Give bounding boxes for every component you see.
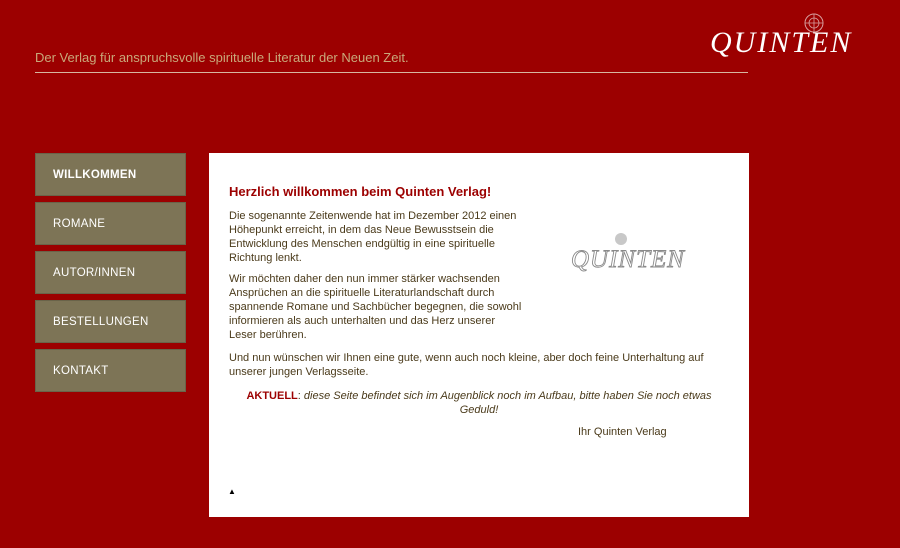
intro-paragraph-2: Wir möchten daher den nun immer stärker wachsenden Ansprüchen an die spirituelle Literaturlandschaft durch spannende Romane und Sachbücher begegnen, die sowohl informieren als auch unterhalten und das Herz unserer Leser berühren.	[229, 273, 522, 341]
scroll-top-icon[interactable]: ▲	[228, 487, 236, 496]
notice-aktuell	[229, 389, 729, 417]
quinten-logo-content	[569, 231, 694, 273]
logo-globe-icon	[615, 233, 627, 245]
intro-paragraph-1: Die sogenannte Zeitenwende hat im Dezember 2012 einen Höhepunkt erreicht, in dem das Neue Bewusstsein die Entwicklung des Menschen endgültig in eine spirituelle Richtung lenkt.	[229, 210, 517, 264]
nav-item-romane[interactable]: ROMANE	[35, 202, 186, 245]
signature: Ihr Quinten Verlag	[578, 426, 667, 438]
logo-text: QUINTEN	[710, 26, 853, 59]
main-content-panel	[209, 153, 749, 517]
quinten-logo[interactable]	[708, 12, 890, 62]
site-tagline: Der Verlag für anspruchsvolle spirituelle Literatur der Neuen Zeit.	[35, 50, 409, 65]
notice-text: diese Seite befindet sich im Augenblick noch im Aufbau, bitte haben Sie noch etwas Geduld!	[300, 390, 712, 416]
notice-colon: :	[297, 390, 301, 402]
header-divider	[35, 72, 748, 73]
intro-paragraph-3: Und nun wünschen wir Ihnen eine gute, wenn auch noch kleine, aber doch feine Unterhaltung auf unserer jungen Verlagsseite.	[229, 352, 704, 378]
nav-item-kontakt[interactable]: KONTAKT	[35, 349, 186, 392]
page-title: Herzlich willkommen beim Quinten Verlag!	[229, 184, 492, 199]
nav-item-bestellungen[interactable]: BESTELLUNGEN	[35, 300, 186, 343]
logo-text: QUINTEN	[571, 246, 685, 273]
nav-item-willkommen[interactable]: WILLKOMMEN	[35, 153, 186, 196]
nav-item-autorinnen[interactable]: AUTOR/INNEN	[35, 251, 186, 294]
notice-label: AKTUELL	[246, 390, 298, 402]
main-navigation	[35, 153, 186, 398]
